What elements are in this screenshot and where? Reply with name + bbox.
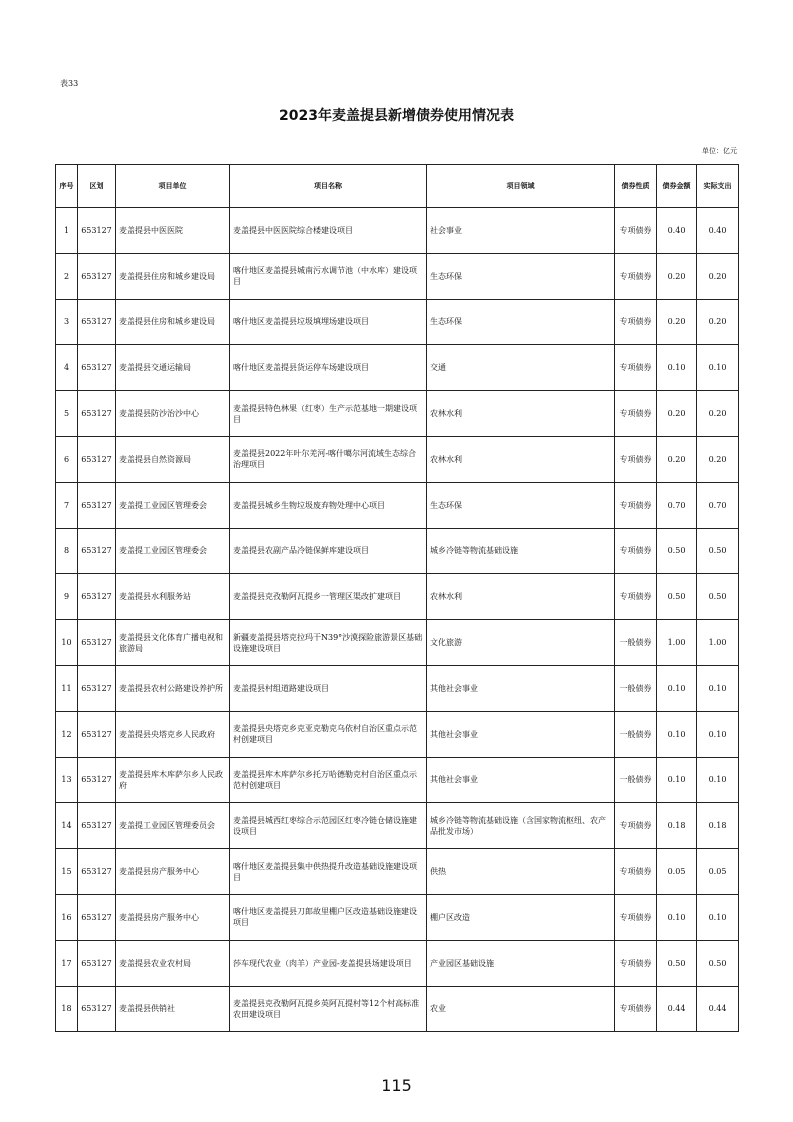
cell-no: 15	[56, 849, 78, 895]
cell-project-name: 麦盖提县农副产品冷链保鲜库建设项目	[230, 528, 427, 574]
cell-region: 653127	[78, 849, 116, 895]
cell-unit: 麦盖提县住房和城乡建设局	[116, 253, 230, 299]
cell-project-name: 喀什地区麦盖提县城南污水调节池（中水库）建设项目	[230, 253, 427, 299]
cell-spent: 0.20	[697, 299, 739, 345]
cell-amount: 0.70	[657, 482, 697, 528]
cell-no: 1	[56, 208, 78, 254]
cell-bond-type: 专项债券	[615, 528, 657, 574]
page-number: 115	[381, 1076, 412, 1095]
cell-field: 生态环保	[427, 299, 615, 345]
table-row	[56, 757, 739, 803]
cell-field: 农林水利	[427, 574, 615, 620]
cell-amount: 1.00	[657, 620, 697, 666]
table-row	[56, 391, 739, 437]
table-row	[56, 665, 739, 711]
cell-region: 653127	[78, 253, 116, 299]
header-spent: 实际支出	[697, 165, 739, 208]
cell-spent: 1.00	[697, 620, 739, 666]
table-row	[56, 620, 739, 666]
cell-unit: 麦盖提县水利服务站	[116, 574, 230, 620]
cell-bond-type: 专项债券	[615, 299, 657, 345]
header-region: 区划	[78, 165, 116, 208]
cell-region: 653127	[78, 391, 116, 437]
cell-field: 其他社会事业	[427, 757, 615, 803]
cell-field: 农林水利	[427, 391, 615, 437]
cell-project-name: 喀什地区麦盖提县集中供热提升改造基础设施建设项目	[230, 849, 427, 895]
cell-no: 5	[56, 391, 78, 437]
cell-amount: 0.50	[657, 940, 697, 986]
cell-unit: 麦盖提县供销社	[116, 986, 230, 1032]
cell-spent: 0.50	[697, 574, 739, 620]
cell-unit: 麦盖提县住房和城乡建设局	[116, 299, 230, 345]
table-row	[56, 894, 739, 940]
cell-amount: 0.20	[657, 253, 697, 299]
table-row	[56, 528, 739, 574]
table-row	[56, 803, 739, 849]
cell-amount: 0.18	[657, 803, 697, 849]
cell-unit: 麦盖提县房产服务中心	[116, 849, 230, 895]
cell-bond-type: 专项债券	[615, 894, 657, 940]
cell-field: 交通	[427, 345, 615, 391]
cell-field: 其他社会事业	[427, 711, 615, 757]
header-field: 项目领域	[427, 165, 615, 208]
cell-project-name: 麦盖提县特色林果（红枣）生产示范基地一期建设项目	[230, 391, 427, 437]
cell-bond-type: 一般债券	[615, 665, 657, 711]
cell-field: 城乡冷链等物流基础设施	[427, 528, 615, 574]
table-row	[56, 436, 739, 482]
cell-no: 13	[56, 757, 78, 803]
cell-field: 文化旅游	[427, 620, 615, 666]
cell-no: 2	[56, 253, 78, 299]
cell-amount: 0.44	[657, 986, 697, 1032]
cell-bond-type: 专项债券	[615, 391, 657, 437]
cell-no: 6	[56, 436, 78, 482]
cell-amount: 0.10	[657, 711, 697, 757]
cell-region: 653127	[78, 665, 116, 711]
header-no: 序号	[56, 165, 78, 208]
cell-unit: 麦盖提县自然资源局	[116, 436, 230, 482]
cell-region: 653127	[78, 436, 116, 482]
cell-amount: 0.05	[657, 849, 697, 895]
cell-spent: 0.10	[697, 345, 739, 391]
cell-spent: 0.10	[697, 665, 739, 711]
cell-bond-type: 一般债券	[615, 620, 657, 666]
cell-field: 社会事业	[427, 208, 615, 254]
cell-project-name: 麦盖提县央塔克乡克亚克勒克乌依村自治区重点示范村创建项目	[230, 711, 427, 757]
cell-no: 16	[56, 894, 78, 940]
cell-field: 生态环保	[427, 482, 615, 528]
cell-bond-type: 专项债券	[615, 986, 657, 1032]
cell-amount: 0.10	[657, 757, 697, 803]
cell-bond-type: 一般债券	[615, 711, 657, 757]
cell-amount: 0.50	[657, 528, 697, 574]
cell-region: 653127	[78, 345, 116, 391]
cell-field: 供热	[427, 849, 615, 895]
table-number: 表33	[60, 79, 79, 88]
cell-project-name: 喀什地区麦盖提县刀郎故里棚户区改造基础设施建设项目	[230, 894, 427, 940]
cell-spent: 0.20	[697, 253, 739, 299]
cell-unit: 麦盖提县农业农村局	[116, 940, 230, 986]
cell-spent: 0.20	[697, 436, 739, 482]
cell-project-name: 麦盖提县库木库萨尔乡托万哈德勒克村自治区重点示范村创建项目	[230, 757, 427, 803]
table-row	[56, 574, 739, 620]
cell-field: 城乡冷链等物流基础设施（含国家物流枢纽、农产品批发市场）	[427, 803, 615, 849]
document-title: 2023年麦盖提县新增债券使用情况表	[279, 108, 514, 124]
cell-unit: 麦盖提县库木库萨尔乡人民政府	[116, 757, 230, 803]
cell-region: 653127	[78, 482, 116, 528]
cell-unit: 麦盖提工业园区管理委会	[116, 482, 230, 528]
cell-project-name: 麦盖提县村组道路建设项目	[230, 665, 427, 711]
cell-amount: 0.20	[657, 391, 697, 437]
table-row	[56, 940, 739, 986]
cell-project-name: 麦盖提县克孜勒阿瓦提乡一管理区渠改扩建项目	[230, 574, 427, 620]
cell-field: 棚户区改造	[427, 894, 615, 940]
cell-amount: 0.10	[657, 665, 697, 711]
header-amount: 债券金额	[657, 165, 697, 208]
cell-spent: 0.70	[697, 482, 739, 528]
cell-bond-type: 专项债券	[615, 849, 657, 895]
cell-region: 653127	[78, 620, 116, 666]
cell-region: 653127	[78, 299, 116, 345]
table-row	[56, 299, 739, 345]
cell-no: 10	[56, 620, 78, 666]
cell-no: 11	[56, 665, 78, 711]
cell-region: 653127	[78, 711, 116, 757]
cell-bond-type: 一般债券	[615, 757, 657, 803]
cell-unit: 麦盖提工业园区管理委员会	[116, 803, 230, 849]
cell-spent: 0.50	[697, 528, 739, 574]
cell-spent: 0.20	[697, 391, 739, 437]
cell-amount: 0.50	[657, 574, 697, 620]
cell-unit: 麦盖提县交通运输局	[116, 345, 230, 391]
cell-no: 14	[56, 803, 78, 849]
table-row	[56, 253, 739, 299]
cell-no: 8	[56, 528, 78, 574]
cell-region: 653127	[78, 574, 116, 620]
table-row	[56, 208, 739, 254]
cell-spent: 0.50	[697, 940, 739, 986]
cell-field: 其他社会事业	[427, 665, 615, 711]
cell-project-name: 麦盖提县城乡生物垃圾废弃物处理中心项目	[230, 482, 427, 528]
cell-project-name: 麦盖提县2022年叶尔羌河-喀什噶尔河流域生态综合治理项目	[230, 436, 427, 482]
unit-note: 单位：亿元	[702, 147, 737, 155]
cell-no: 4	[56, 345, 78, 391]
cell-region: 653127	[78, 986, 116, 1032]
cell-spent: 0.44	[697, 986, 739, 1032]
cell-region: 653127	[78, 208, 116, 254]
cell-no: 3	[56, 299, 78, 345]
cell-bond-type: 专项债券	[615, 482, 657, 528]
cell-no: 9	[56, 574, 78, 620]
cell-bond-type: 专项债券	[615, 345, 657, 391]
cell-amount: 0.40	[657, 208, 697, 254]
cell-project-name: 麦盖提县中医医院综合楼建设项目	[230, 208, 427, 254]
table-row	[56, 345, 739, 391]
cell-bond-type: 专项债券	[615, 940, 657, 986]
bond-usage-table	[55, 164, 739, 1032]
cell-region: 653127	[78, 803, 116, 849]
cell-amount: 0.10	[657, 894, 697, 940]
cell-unit: 麦盖提县房产服务中心	[116, 894, 230, 940]
table-header-row	[56, 165, 739, 208]
table-row	[56, 711, 739, 757]
cell-field: 农林水利	[427, 436, 615, 482]
cell-region: 653127	[78, 894, 116, 940]
cell-no: 18	[56, 986, 78, 1032]
cell-project-name: 麦盖提县城西红枣综合示范园区红枣冷链仓储设施建设项目	[230, 803, 427, 849]
cell-spent: 0.10	[697, 711, 739, 757]
cell-bond-type: 专项债券	[615, 253, 657, 299]
cell-unit: 麦盖提县中医医院	[116, 208, 230, 254]
cell-no: 17	[56, 940, 78, 986]
cell-bond-type: 专项债券	[615, 574, 657, 620]
cell-region: 653127	[78, 757, 116, 803]
cell-spent: 0.05	[697, 849, 739, 895]
cell-unit: 麦盖提县央塔克乡人民政府	[116, 711, 230, 757]
cell-spent: 0.10	[697, 757, 739, 803]
cell-unit: 麦盖提县农村公路建设养护所	[116, 665, 230, 711]
cell-field: 农业	[427, 986, 615, 1032]
cell-field: 产业园区基础设施	[427, 940, 615, 986]
cell-unit: 麦盖提工业园区管理委会	[116, 528, 230, 574]
cell-bond-type: 专项债券	[615, 436, 657, 482]
table-row	[56, 482, 739, 528]
header-bond-type: 债券性质	[615, 165, 657, 208]
cell-spent: 0.40	[697, 208, 739, 254]
cell-region: 653127	[78, 940, 116, 986]
cell-project-name: 莎车现代农业（肉羊）产业园-麦盖提县场建设项目	[230, 940, 427, 986]
cell-amount: 0.20	[657, 299, 697, 345]
table-row	[56, 986, 739, 1032]
cell-bond-type: 专项债券	[615, 803, 657, 849]
cell-project-name: 喀什地区麦盖提县货运停车场建设项目	[230, 345, 427, 391]
cell-project-name: 麦盖提县克孜勒阿瓦提乡英阿瓦提村等12个村高标准农田建设项目	[230, 986, 427, 1032]
cell-no: 7	[56, 482, 78, 528]
cell-amount: 0.20	[657, 436, 697, 482]
cell-region: 653127	[78, 528, 116, 574]
cell-bond-type: 专项债券	[615, 208, 657, 254]
cell-amount: 0.10	[657, 345, 697, 391]
cell-unit: 麦盖提县防沙治沙中心	[116, 391, 230, 437]
cell-unit: 麦盖提县文化体育广播电视和旅游局	[116, 620, 230, 666]
header-project-name: 项目名称	[230, 165, 427, 208]
cell-project-name: 喀什地区麦盖提县垃圾填埋场建设项目	[230, 299, 427, 345]
header-unit: 项目单位	[116, 165, 230, 208]
cell-spent: 0.10	[697, 894, 739, 940]
cell-no: 12	[56, 711, 78, 757]
cell-project-name: 新疆麦盖提县塔克拉玛干N39°沙漠探险旅游景区基础设施建设项目	[230, 620, 427, 666]
cell-spent: 0.18	[697, 803, 739, 849]
cell-field: 生态环保	[427, 253, 615, 299]
table-row	[56, 849, 739, 895]
